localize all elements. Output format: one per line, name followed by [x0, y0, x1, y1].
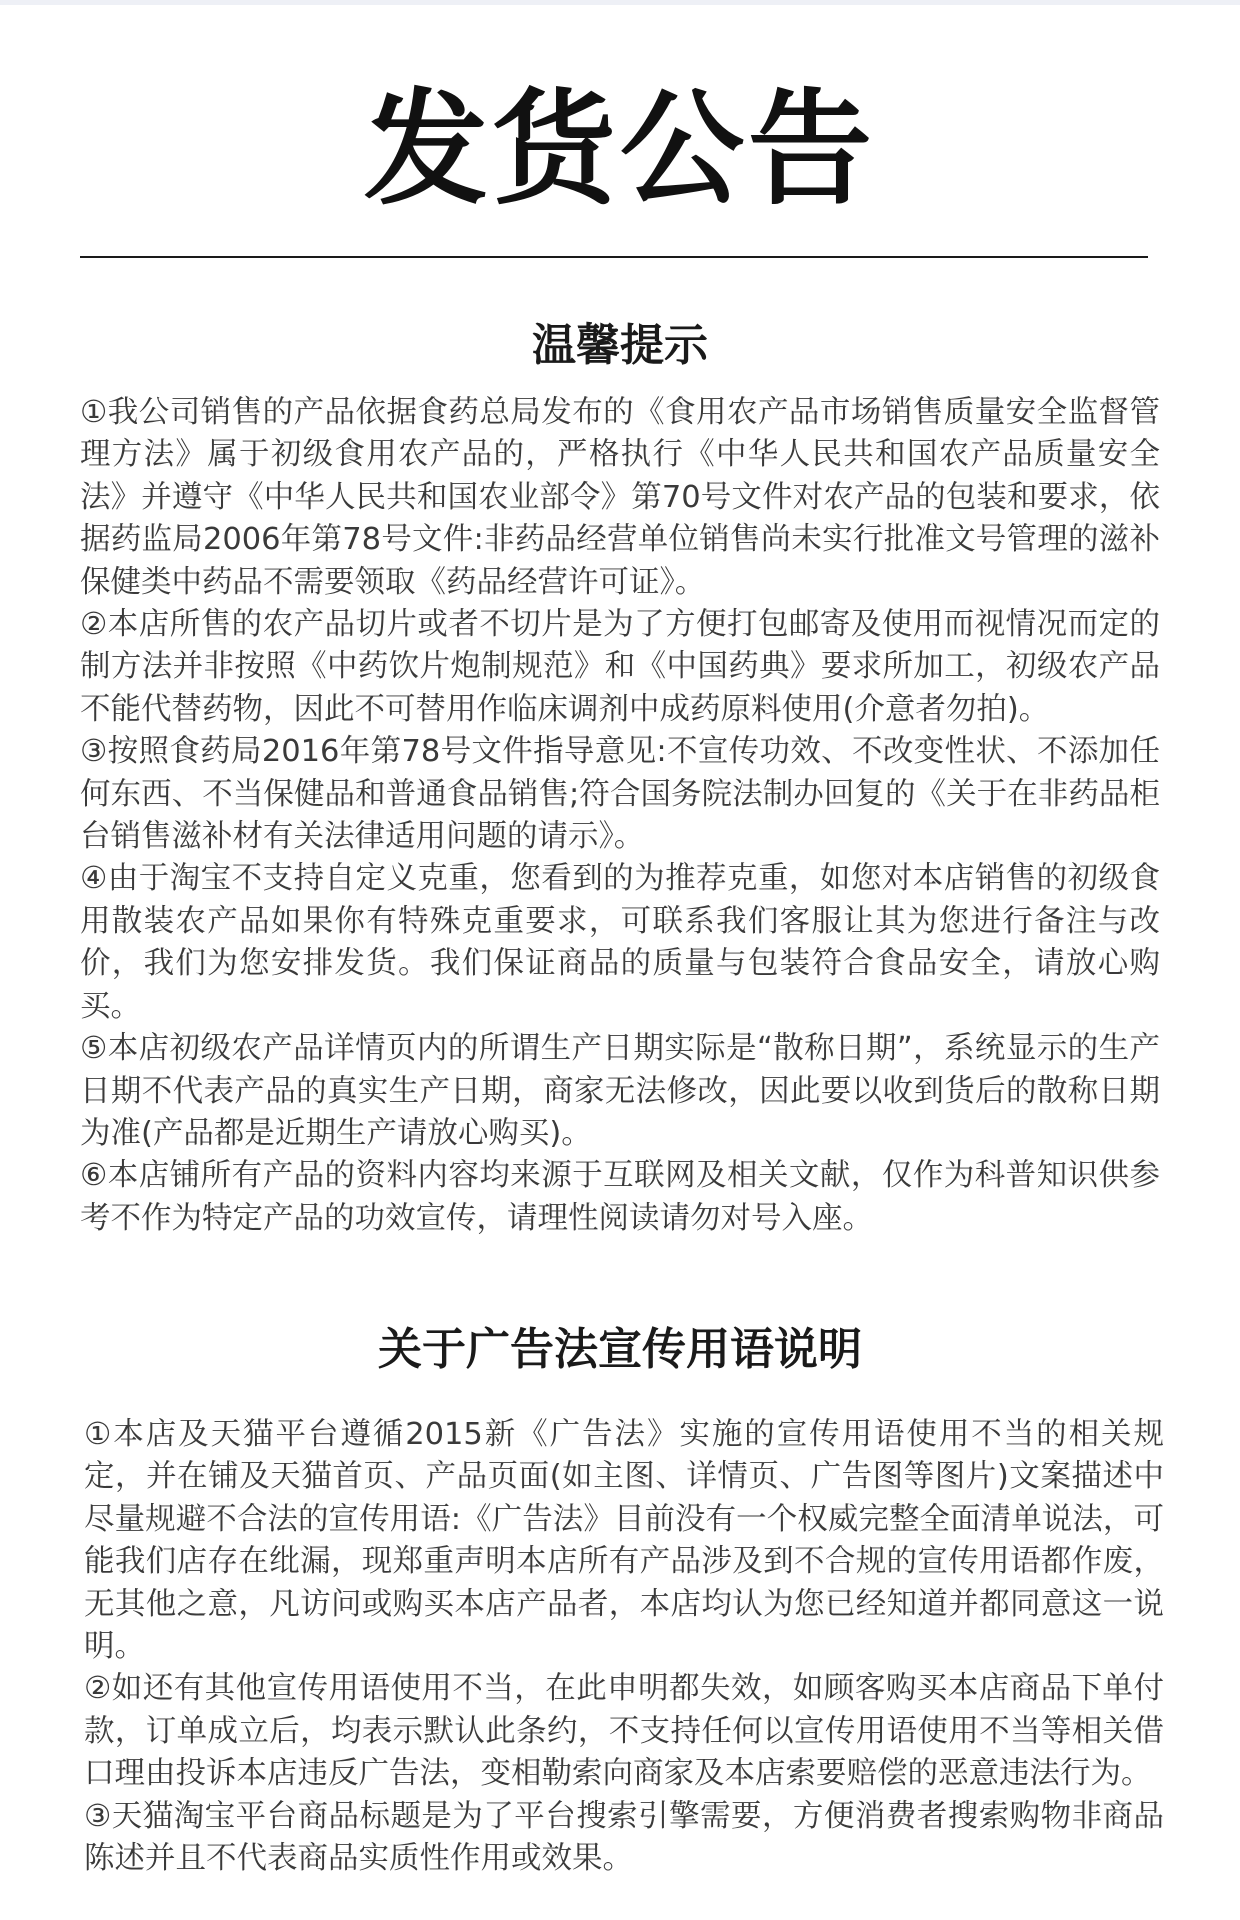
ad-law-item-3: ③天猫淘宝平台商品标题是为了平台搜索引擎需要，方便消费者搜索购物非商品陈述并且不代表商品实质性作用或效果。 — [84, 1798, 1164, 1877]
ad-law-content — [84, 1414, 1164, 1880]
page-title: 发货公告 — [363, 78, 876, 222]
warm-tip-6: ⑥本店铺所有产品的资料内容均来源于互联网及相关文献，仅作为科普知识供参考不作为特定产品的功效宣传，请理性阅读请勿对号入座。 — [80, 1158, 1160, 1236]
warm-tip-4: ④由于淘宝不支持自定义克重，您看到的为推荐克重，如您对本店销售的初级食用散装农产品如果你有特殊克重要求，可联系我们客服让其为您进行备注与改价，我们为您安排发货。我们保证商品的质量与包装符合食品安全，请放心购买。 — [80, 861, 1160, 1024]
section-title-warm-tips: 温馨提示 — [532, 320, 708, 371]
section-title-ad-law: 关于广告法宣传用语说明 — [378, 1324, 862, 1375]
ad-law-item-2: ②如还有其他宣传用语使用不当，在此申明都失效，如顾客购买本店商品下单付款，订单成立后，均表示默认此条约，不支持任何以宣传用语使用不当等相关借口理由投诉本店违反广告法，变相勒索向商家及本店索要赔偿的恶意违法行为。 — [84, 1671, 1164, 1792]
warm-tip-1: ①我公司销售的产品依据食药总局发布的《食用农产品市场销售质量安全监督管理方法》属于初级食用农产品的，严格执行《中华人民共和国农产品质量安全法》并遵守《中华人民共和国农业部令》第70号文件对农产品的包装和要求，依据药监局2006年第78号文件:非药品经营单位销售尚未实行批准文号管理的滋补保健类中药品不需要领取《药品经营许可证》。 — [80, 395, 1160, 600]
warm-tip-5: ⑤本店初级农产品详情页内的所谓生产日期实际是“散称日期”，系统显示的生产日期不代表产品的真实生产日期，商家无法修改，因此要以收到货后的散称日期为准(产品都是近期生产请放心购买)。 — [80, 1031, 1160, 1151]
warm-tip-2: ②本店所售的农产品切片或者不切片是为了方便打包邮寄及使用而视情况而定的制方法并非按照《中药饮片炮制规范》和《中国药典》要求所加工，初级农产品不能代替药物，因此不可替用作临床调剂中成药原料使用(介意者勿拍)。 — [80, 607, 1160, 727]
ad-law-item-1: ①本店及天猫平台遵循2015新《广告法》实施的宣传用语使用不当的相关规定，并在铺及天猫首页、产品页面(如主图、详情页、广告图等图片)文案描述中尽量规避不合法的宣传用语:《广告法》目前没有一个权威完整全面清单说法，可能我们店存在纰漏，现郑重声明本店所有产品涉及到不合规的宣传用语都作废，无其他之意，凡访问或购买本店产品者，本店均认为您已经知道并都同意这一说明。 — [84, 1417, 1164, 1665]
warm-tips-content — [80, 392, 1160, 1240]
top-edge-strip — [0, 0, 1240, 5]
title-divider — [80, 256, 1148, 258]
warm-tip-3: ③按照食药局2016年第78号文件指导意见:不宣传功效、不改变性状、不添加任何东西、不当保健品和普通食品销售;符合国务院法制办回复的《关于在非药品柜台销售滋补材有关法律适用问题的请示》。 — [80, 734, 1160, 855]
